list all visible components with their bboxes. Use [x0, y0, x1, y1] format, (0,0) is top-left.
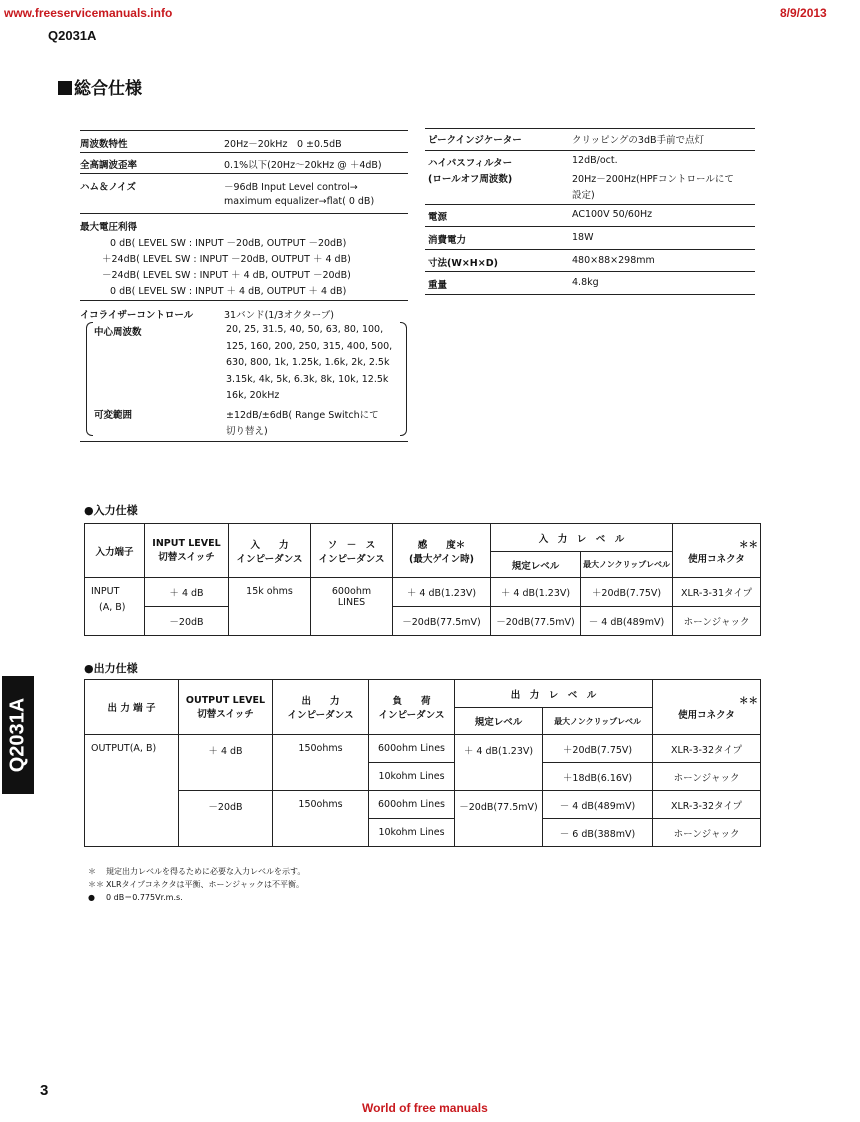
site-url-link[interactable]: www.freeservicemanuals.info — [4, 6, 173, 20]
input-section-title: ●入力仕様 — [84, 504, 138, 517]
spec-label: 重量 — [428, 280, 448, 291]
spec-value: ±12dB/±6dB( Range Switchにて — [226, 410, 379, 421]
spec-value: 18W — [572, 232, 594, 243]
gain-row: 0 dB( LEVEL SW : INPUT －20dB, OUTPUT －20dB) — [110, 238, 347, 249]
header-connector: ＊＊ 使用コネクタ — [653, 680, 761, 735]
divider — [80, 152, 408, 153]
spec-label: イコライザーコントロール — [80, 310, 194, 321]
spec-value: 設定) — [572, 190, 595, 201]
header-max-nonclip: 最大ノンクリップレベル — [543, 708, 653, 735]
table-cell: 600ohm Lines — [369, 735, 455, 763]
header-source-impedance: ソ － ス インピーダンス — [311, 524, 393, 578]
table-cell: ＋ 4 dB — [179, 735, 273, 791]
divider — [425, 249, 755, 250]
divider — [80, 213, 408, 214]
gain-row: －24dB( LEVEL SW : INPUT ＋ 4 dB, OUTPUT －20dB) — [102, 270, 351, 281]
spec-label: 中心周波数 — [94, 327, 142, 338]
square-bullet-icon — [58, 81, 72, 95]
table-cell: －20dB(77.5mV) — [455, 791, 543, 847]
header-load-impedance: 負 荷 インピーダンス — [369, 680, 455, 735]
table-cell: ＋ 4 dB — [145, 578, 229, 607]
spec-label: ハム＆ノイズ — [80, 182, 137, 193]
table-cell: ＋ 4 dB(1.23V) — [491, 578, 581, 607]
freq-line: 3.15k, 4k, 5k, 6.3k, 8k, 10k, 12.5k — [226, 374, 389, 385]
table-cell: XLR-3-32タイプ — [653, 791, 761, 819]
table-cell: XLR-3-31タイプ — [673, 578, 761, 607]
divider — [80, 130, 408, 131]
table-cell: 150ohms — [273, 735, 369, 791]
divider — [425, 226, 755, 227]
divider — [425, 128, 755, 129]
spec-label: ピークインジケーター — [428, 135, 522, 146]
spec-value: 12dB/oct. — [572, 155, 618, 166]
spec-value: 20Hz－200Hz(HPFコントロールにて — [572, 174, 734, 185]
header-max-nonclip: 最大ノンクリップレベル — [581, 552, 673, 578]
spec-value: 切り替え) — [226, 426, 268, 437]
table-cell: ＋20dB(7.75V) — [581, 578, 673, 607]
gain-row: 0 dB( LEVEL SW : INPUT ＋ 4 dB, OUTPUT ＋ 4 dB) — [110, 286, 347, 297]
input-terminal-cell: INPUT (A, B) — [85, 578, 145, 636]
freq-line: 16k, 20kHz — [226, 390, 280, 401]
section-title-text: 総合仕様 — [74, 79, 142, 99]
input-spec-table — [84, 523, 761, 636]
page-number: 3 — [40, 1082, 49, 1099]
header-terminal: 出 力 端 子 — [85, 680, 179, 735]
header-level-switch: OUTPUT LEVEL 切替スイッチ — [179, 680, 273, 735]
table-cell: － 6 dB(388mV) — [543, 819, 653, 847]
freq-line: 20, 25, 31.5, 40, 50, 63, 80, 100, — [226, 324, 384, 335]
table-cell: 10kohm Lines — [369, 819, 455, 847]
spec-value: 20Hz－20kHz 0 ±0.5dB — [224, 139, 342, 150]
spec-value: 0.1%以下(20Hz～20kHz @ ＋4dB) — [224, 160, 382, 171]
table-cell: ＋20dB(7.75V) — [543, 735, 653, 763]
spec-label: 寸法(W×H×D) — [428, 258, 498, 269]
spec-label: (ロールオフ周波数) — [428, 174, 513, 185]
divider — [425, 271, 755, 272]
table-cell: 150ohms — [273, 791, 369, 847]
spec-value: 4.8kg — [572, 277, 599, 288]
side-model-tab: Q2031A — [2, 676, 34, 794]
divider — [80, 173, 408, 174]
spec-label: 最大電圧利得 — [80, 222, 138, 233]
section-title — [58, 74, 142, 99]
header-rated-level: 規定レベル — [491, 552, 581, 578]
spec-label: 周波数特性 — [80, 139, 128, 150]
table-cell: －20dB(77.5mV) — [393, 607, 491, 636]
table-cell: 600ohm Lines — [369, 791, 455, 819]
header-output-level: 出 力 レ ベ ル — [455, 680, 653, 708]
header-date: 8/9/2013 — [780, 6, 827, 20]
footnote: ＊＊ XLRタイプコネクタは平衡、ホーンジャックは不平衡。 — [88, 880, 305, 889]
spec-label: 全高調波歪率 — [80, 160, 138, 171]
gain-row: ＋24dB( LEVEL SW : INPUT －20dB, OUTPUT ＋ 4 dB) — [102, 254, 351, 265]
bracket-left — [86, 322, 93, 436]
header-terminal: 入力端子 — [85, 524, 145, 578]
table-cell: －20dB(77.5mV) — [491, 607, 581, 636]
table-cell: －20dB — [145, 607, 229, 636]
footer-link[interactable]: World of free manuals — [362, 1101, 488, 1115]
freq-line: 630, 800, 1k, 1.25k, 1.6k, 2k, 2.5k — [226, 357, 390, 368]
header-rated-level: 規定レベル — [455, 708, 543, 735]
table-cell: ホーンジャック — [673, 607, 761, 636]
divider — [80, 441, 408, 442]
divider — [80, 300, 408, 301]
header-sensitivity: 感 度＊ (最大ゲイン時) — [393, 524, 491, 578]
table-cell: －20dB — [179, 791, 273, 847]
divider — [425, 204, 755, 205]
spec-value: クリッピングの3dB手前で点灯 — [572, 135, 705, 146]
header-input-impedance: 入 力 インピーダンス — [229, 524, 311, 578]
table-cell: 15k ohms — [229, 578, 311, 636]
freq-line: 125, 160, 200, 250, 315, 400, 500, — [226, 341, 393, 352]
output-spec-table — [84, 679, 761, 847]
table-cell: ＋ 4 dB(1.23V) — [455, 735, 543, 791]
table-cell: ホーンジャック — [653, 819, 761, 847]
divider — [425, 150, 755, 151]
footnote: ● 0 dB＝0.775Vr.m.s. — [88, 893, 183, 902]
spec-value: 31バンド(1/3オクターブ) — [224, 310, 334, 321]
spec-label: ハイパスフィルター — [428, 158, 513, 169]
spec-label: 消費電力 — [428, 235, 467, 246]
header-output-impedance: 出 力 インピーダンス — [273, 680, 369, 735]
spec-value: maximum equalizer→flat( 0 dB) — [224, 196, 375, 207]
bracket-right — [400, 322, 407, 436]
footnote: ＊ 規定出力レベルを得るために必要な入力レベルを示す。 — [88, 867, 306, 876]
table-cell: ＋18dB(6.16V) — [543, 763, 653, 791]
header-input-level: 入 力 レ ベ ル — [491, 524, 673, 552]
table-cell: － 4 dB(489mV) — [543, 791, 653, 819]
table-cell: － 4 dB(489mV) — [581, 607, 673, 636]
spec-value: AC100V 50/60Hz — [572, 209, 653, 220]
spec-value: 480×88×298mm — [572, 255, 655, 266]
spec-value: －96dB Input Level control→ — [224, 182, 358, 193]
model-number: Q2031A — [48, 28, 97, 43]
table-cell: 600ohm LINES — [311, 578, 393, 636]
table-cell: 10kohm Lines — [369, 763, 455, 791]
output-terminal-cell: OUTPUT(A, B) — [85, 735, 179, 847]
spec-label: 電源 — [428, 212, 448, 223]
header-level-switch: INPUT LEVEL 切替スイッチ — [145, 524, 229, 578]
header-connector: ＊＊ 使用コネクタ — [673, 524, 761, 578]
table-cell: ＋ 4 dB(1.23V) — [393, 578, 491, 607]
divider — [425, 294, 755, 295]
output-section-title: ●出力仕様 — [84, 662, 138, 675]
spec-label: 可変範囲 — [94, 410, 133, 421]
table-cell: ホーンジャック — [653, 763, 761, 791]
table-cell: XLR-3-32タイプ — [653, 735, 761, 763]
